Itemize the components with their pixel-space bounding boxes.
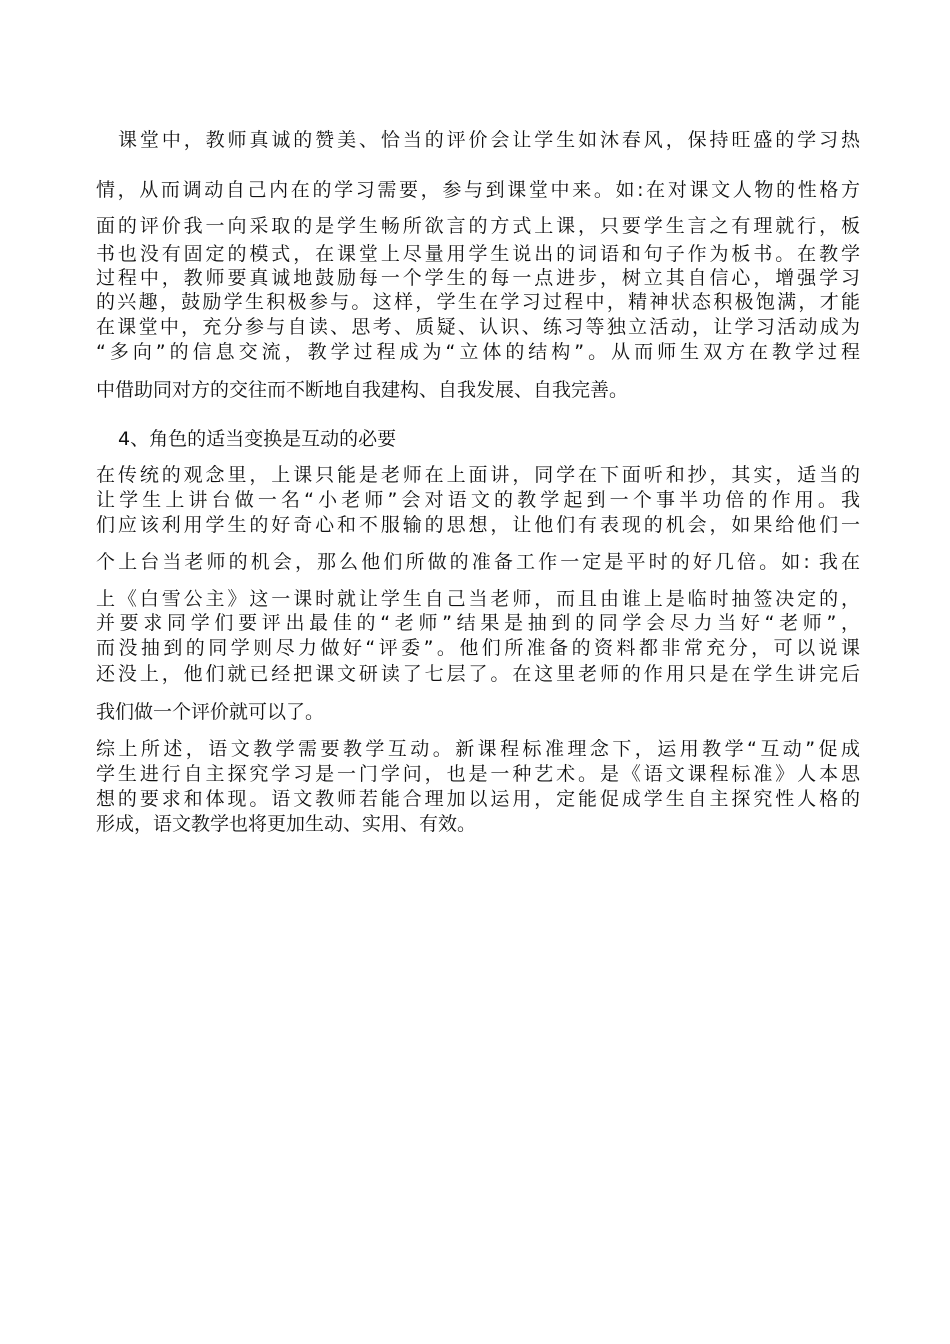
text-line: 过程中，教师要真诚地鼓励每一个学生的每一点进步，树立其自信心，增强学习 (96, 267, 860, 289)
text-line: 的兴趣，鼓励学生积极参与。这样，学生在学习过程中，精神状态积极饱满，才能 (96, 291, 860, 313)
text-line: 并要求同学们要评出最佳的“老师”结果是抽到的同学会尽力当好“老师”， (96, 612, 860, 634)
text-line: 上《白雪公主》这一课时就让学生自己当老师，而且由谁上是临时抽签决定的， (96, 588, 860, 610)
text-line: 而没抽到的同学则尽力做好“评委”。他们所准备的资料都非常充分，可以说课 (96, 637, 860, 659)
text-line: 们应该利用学生的好奇心和不服输的思想，让他们有表现的机会，如果给他们一 (96, 514, 860, 536)
text-line: “多向”的信息交流，教学过程成为“立体的结构”。从而师生双方在教学过程 (96, 341, 860, 363)
section-heading: 4、角色的适当变换是互动的必要 (118, 428, 397, 450)
text-line: 课堂中，教师真诚的赞美、恰当的评价会让学生如沐春风，保持旺盛的学习热 (118, 129, 860, 151)
text-line: 在传统的观念里，上课只能是老师在上面讲，同学在下面听和抄，其实，适当的 (96, 464, 860, 486)
text-line: 书也没有固定的模式，在课堂上尽量用学生说出的词语和句子作为板书。在教学 (96, 243, 860, 265)
text-line: 想的要求和体现。语文教师若能合理加以运用，定能促成学生自主探究性人格的 (96, 788, 860, 810)
text-line: 学生进行自主探究学习是一门学问，也是一种艺术。是《语文课程标准》人本思 (96, 763, 860, 785)
text-line: 形成，语文教学也将更加生动、实用、有效。 (96, 813, 477, 835)
text-line: 综上所述，语文教学需要教学互动。新课程标准理念下，运用教学“互动”促成 (96, 738, 860, 760)
text-line: 我们做一个评价就可以了。 (96, 701, 325, 723)
text-line: 面的评价我一向采取的是学生畅所欲言的方式上课，只要学生言之有理就行，板 (96, 215, 860, 237)
text-line: 个上台当老师的机会，那么他们所做的准备工作一定是平时的好几倍。如: 我在 (96, 551, 860, 573)
text-line: 还没上，他们就已经把课文研读了七层了。在这里老师的作用只是在学生讲完后 (96, 663, 860, 685)
text-line: 情，从而调动自己内在的学习需要，参与到课堂中来。如:在对课文人物的性格方 (96, 179, 860, 201)
text-line: 在课堂中，充分参与自读、思考、质疑、认识、练习等独立活动，让学习活动成为 (96, 316, 860, 338)
text-line: 让学生上讲台做一名“小老师”会对语文的教学起到一个事半功倍的作用。我 (96, 489, 860, 511)
text-line: 中借助同对方的交往而不断地自我建构、自我发展、自我完善。 (96, 379, 629, 401)
